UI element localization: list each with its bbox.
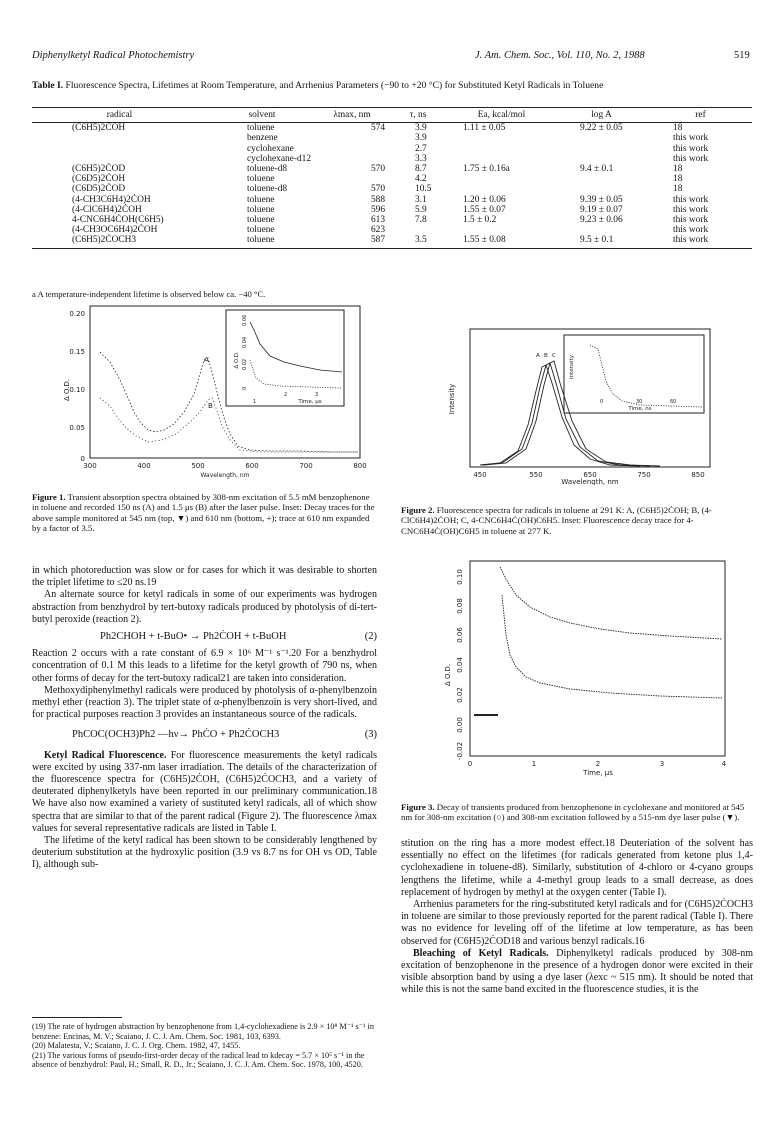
table-cell [554, 154, 649, 164]
table-row [32, 154, 752, 164]
fig1-ylabel: Δ O.D. [63, 378, 71, 402]
fig2-xtick: 450 [473, 471, 487, 479]
table-cell: (C6H5)2ĊOH [72, 123, 126, 134]
table-cell: 9.19 ± 0.07 [580, 204, 623, 215]
fig1-inset-ytick: 0.06 [242, 314, 248, 326]
table-row [32, 144, 752, 154]
table-cell [32, 133, 207, 143]
table-cell: 10.5 [415, 184, 432, 195]
table-cell: 1.55 ± 0.07 [463, 204, 506, 215]
table-cell: 3.3 [415, 153, 427, 164]
table-cell: (4-ClC6H4)2ĊOH [72, 204, 142, 215]
figure-1-caption [32, 492, 377, 534]
fig1-ytick: 0.10 [69, 386, 85, 394]
table-cell: this work [649, 235, 752, 248]
fig3-plot-frame [470, 561, 725, 756]
table-cell: toluene [247, 174, 275, 185]
table-cell: 4.2 [415, 174, 427, 185]
figure-2-caption [401, 505, 753, 536]
table-cell [317, 133, 387, 143]
fig3-ytick: 0.06 [456, 627, 464, 643]
fig1-inset-xtick: 3 [315, 392, 319, 398]
running-header-journal: J. Am. Chem. Soc., Vol. 110, No. 2, 1988 [475, 50, 645, 61]
table-cell: 18 [673, 123, 683, 134]
right-paragraph: stitution on the ring has a more modest effect.18 Deuteriation of the solvent has essentially no effect on the lifetimes (for radicals generated from ketone plus 1,4-cyclohexadiene in toluene-d8). Similarly, substitution of 4-chloro or 4-cyano groups lengthens the lifetime, while a 4-methyl group leads to a small decrease, as does replacement of hydrogen by methyl at the oxygen center (Table I). [401, 838, 753, 898]
equation-2 [100, 631, 377, 643]
fig1-xtick: 400 [137, 462, 151, 470]
table-row [32, 133, 752, 143]
table-cell: (4-CH3C6H4)2ĊOH [72, 194, 151, 205]
table-column-header: λmax, nm [317, 108, 387, 123]
fig1-caption-label: Figure 1. [32, 492, 66, 502]
left-paragraph: An alternate source for ketyl radicals in some of our experiments was hydrogen abstraction from benzhydrol by tert-butoxy radicals produced by photolysis of di-tert-butyl peroxide (reaction 2). [32, 589, 377, 625]
fig2-caption-label: Figure 2. [401, 505, 435, 515]
table-cell: 4-CNC6H4ĊOH(C6H5) [72, 215, 164, 226]
table-cell [449, 133, 554, 143]
table-cell: 7.8 [415, 215, 427, 226]
fig2-inset-ylabel: Intensity [569, 355, 575, 379]
fig3-xtick: 1 [531, 760, 537, 768]
table-cell: 1.11 ± 0.05 [463, 123, 506, 134]
fig2-ylabel: Intensity [448, 383, 456, 415]
table-cell [554, 174, 649, 184]
fig2-curve-label: C [552, 353, 556, 359]
left-paragraph: Methoxydiphenylmethyl radicals were produced by photolysis of α-phenylbenzoin methyl ether (reaction 3). The triplet state of α-phenylbenzoin is very short-lived, and for practical purposes reaction 3 provides an instantaneous source of the radicals. [32, 684, 377, 721]
table-1 [32, 107, 752, 249]
fig1-caption-text: Transient absorption spectra obtained by 308-nm excitation of 5.5 mM benzophenone in toluene and recorded 150 ns (A) and 1.5 μs (B) after the laser pulse. Inset: Decay traces for the above sample monitored at 545 nm (top, ▼) and 610 nm (bottom, +); trace at 610 nm expanded by a factor of 3.5. [32, 492, 375, 534]
footnotes [32, 1022, 377, 1070]
table-cell: this work [673, 225, 709, 236]
table-cell: 623 [370, 225, 385, 236]
table-column-header: ref [649, 108, 752, 123]
table-cell: 1.5 ± 0.2 [463, 215, 497, 226]
table-column-header: τ, ns [387, 108, 449, 123]
table-cell: 1.55 ± 0.08 [449, 235, 554, 248]
table-cell [449, 154, 554, 164]
fig1-xtick: 600 [245, 462, 259, 470]
fig3-xtick: 2 [595, 760, 601, 768]
right-paragraph: Arrhenius parameters for the ring-substituted ketyl radicals and for (C6H5)2ĊOCH3 in toluene are similar to those previously reported for the parent radical (Table I). There was no evidence for leveling off of the lifetime at low temperature, as has been observed for (C6H5)2ĊOD18 and various benzyl radicals.16 [401, 899, 753, 947]
figure-3-caption [401, 802, 753, 823]
fig2-xtick: 550 [529, 471, 543, 479]
table-row [32, 195, 752, 205]
table-cell [387, 225, 449, 235]
page-number: 519 [734, 50, 750, 61]
table-cell: this work [673, 143, 709, 154]
table-cell: 587 [317, 235, 387, 248]
fig3-xlabel: Time, μs [583, 769, 613, 777]
left-column [32, 565, 377, 872]
table-cell: cyclohexane [247, 143, 294, 154]
fig3-ytick: 0.00 [456, 717, 464, 733]
fig1-xtick: 300 [83, 462, 97, 470]
table-cell: toluene [247, 194, 275, 205]
table-cell: (C6H5)2ĊOD [72, 164, 126, 175]
table-caption [32, 80, 752, 91]
table-row [32, 184, 752, 194]
table-row [32, 215, 752, 225]
table-cell [449, 174, 554, 184]
fig1-ytick: 0.05 [69, 424, 85, 432]
table-cell: (C6H5)2ĊOCH3 [32, 235, 207, 248]
fig2-curve-a [480, 365, 643, 466]
fig1-inset-ylabel: Δ O.D. [234, 351, 240, 369]
table-cell: this work [673, 194, 709, 205]
table-cell: 9.22 ± 0.05 [580, 123, 623, 134]
table-row [32, 123, 752, 134]
footnote-21: (21) The various forms of pseudo-first-order decay of the radical lead to kdecay = 5.7 × 10⁵ s⁻¹ in the absence of benzhydrol: Paul, H.; Small, R. D., Jr.; Scaiano, J. C. J. Am. Chem. Soc. 1978, 100, 4520. [32, 1050, 365, 1070]
table-cell: 574 [370, 123, 385, 134]
table-cell [317, 144, 387, 154]
fig3-ytick: 0.10 [456, 569, 464, 585]
fig1-plot-frame [90, 306, 360, 458]
table-cell: 9.5 ± 0.1 [554, 235, 649, 248]
table-cell: 9.23 ± 0.06 [580, 215, 623, 226]
table-cell [449, 144, 554, 154]
fig1-xtick: 800 [353, 462, 367, 470]
table-row [32, 164, 752, 174]
table-cell [449, 225, 554, 235]
left-paragraph: The lifetime of the ketyl radical has been shown to be considerably lengthened by deuterium substitution at the hydroxylic position (3.9 vs 8.7 ns for OH vs OD, Table I), although sub- [32, 835, 377, 871]
fig2-curve-label: A [536, 353, 540, 359]
table-cell: 3.5 [387, 235, 449, 248]
right-paragraph: Diphenylketyl radicals produced by 308-nm excitation of benzophenone in the presence of a hydrogen donor were excited in their visible absorption band by using a dye laser (λexc ~ 515 nm). It should be noted that while this is not the same band excited in the fluorescence studies, it is the [401, 947, 753, 996]
table-cell: 3.9 [415, 123, 427, 134]
fig1-inset-ytick: 0.02 [242, 358, 248, 370]
fig1-xlabel: Wavelength, nm [200, 472, 250, 479]
fig2-inset-xtick: 0 [600, 399, 604, 405]
fig1-xtick: 700 [299, 462, 313, 470]
table-column-header: solvent [207, 108, 317, 123]
figure-3-chart [440, 555, 740, 780]
fig2-caption-text: Fluorescence spectra for radicals in toluene at 291 K: A, (C6H5)2ĊOH; B, (4-ClC6H4)2ĊOH; C, 4-CNC6H4Ċ(OH)C6H5. Inset: Fluorescence decay trace for 4-CNC6H4Ċ(OH)C6H5 in toluene at 277 K. [401, 505, 712, 536]
table-column-header: Ea, kcal/mol [449, 108, 554, 123]
table-cell: 1.20 ± 0.06 [463, 194, 506, 205]
fig2-xtick: 750 [637, 471, 651, 479]
table-footnote: a A temperature-independent lifetime is observed below ca. −40 °C. [32, 289, 266, 299]
fig3-ylabel: Δ O.D. [444, 663, 452, 687]
table-cell [32, 144, 207, 154]
equation-2-text: Ph2CHOH + t-BuO• → Ph2ĊOH + t-BuOH [100, 631, 287, 643]
fig2-xlabel: Wavelength, nm [561, 478, 619, 485]
fig2-inset-frame [564, 335, 704, 413]
fig1-ytick: 0 [80, 455, 85, 463]
table-cell [32, 154, 207, 164]
fig2-plot-frame [470, 329, 710, 467]
fig1-curve-label-b: B [208, 402, 213, 410]
fig1-inset-xlabel: Time, μs [298, 399, 322, 405]
equation-3-number: (3) [364, 729, 377, 741]
table-cell: 596 [370, 204, 385, 215]
fig1-inset-trace-bottom [250, 360, 342, 388]
figure-2-chart [440, 325, 740, 485]
equation-2-number: (2) [364, 631, 377, 643]
table-cell: toluene [247, 123, 275, 134]
table-cell [554, 184, 649, 194]
table-cell: toluene-d8 [247, 184, 288, 195]
fig2-xtick: 850 [691, 471, 705, 479]
figure-1-chart [60, 300, 390, 480]
fig3-caption-label: Figure 3. [401, 802, 435, 812]
fig1-xtick: 500 [191, 462, 205, 470]
table-cell: toluene [247, 215, 275, 226]
fig3-xtick: 3 [659, 760, 665, 768]
fig2-xtick: 650 [583, 471, 597, 479]
table-cell [317, 174, 387, 184]
table-cell: 9.4 ± 0.1 [580, 164, 614, 175]
fig2-inset-xtick: 60 [670, 399, 677, 405]
fig2-curve-b [482, 363, 650, 466]
fig3-xtick: 0 [467, 760, 473, 768]
table-cell: benzene [247, 133, 278, 144]
table-cell: 588 [370, 194, 385, 205]
table-label: Table I. [32, 80, 64, 91]
table-cell: toluene [247, 225, 275, 236]
table-cell: (C6D5)2ĊOD [72, 184, 126, 195]
fig3-series-open [500, 567, 722, 639]
fig3-ytick: -0.02 [456, 741, 464, 761]
equation-3-text: PhCOC(OCH3)Ph2 —hν→ PhĊO + Ph2ĊOCH3 [72, 729, 280, 741]
table-cell: toluene [247, 204, 275, 215]
fig1-curve-label-a: A [204, 356, 209, 364]
fig3-series-filled [502, 595, 722, 698]
table-cell: this work [673, 133, 709, 144]
table-cell: 613 [370, 215, 385, 226]
fig2-inset-decay [590, 345, 702, 407]
footnote-19: (19) The rate of hydrogen abstraction by benzophenone from 1,4-cyclohexadiene is 2.9 × 10⁸ M⁻¹ s⁻¹ in benzene: Encinas, M. V.; Scaiano, J. C. J. Am. Chem. Soc. 1981, 103, 6393. [32, 1022, 374, 1041]
section-heading: Ketyl Radical Fluorescence. [44, 749, 167, 761]
table-cell: 1.75 ± 0.16a [463, 164, 510, 175]
table-cell: 3.9 [415, 133, 427, 144]
table-cell: (4-CH3OC6H4)2ĊOH [72, 225, 158, 236]
table-cell: 9.39 ± 0.05 [580, 194, 623, 205]
fig3-ytick: 0.04 [456, 657, 464, 673]
table-cell: toluene-d8 [247, 164, 288, 175]
table-cell: cyclohexane-d12 [247, 153, 312, 164]
table-row [32, 205, 752, 215]
table-cell: 18 [673, 174, 683, 185]
table-row [32, 235, 752, 248]
table-cell: 5.9 [415, 204, 427, 215]
fig2-curve-label: B [544, 353, 548, 359]
fig1-ytick: 0.20 [69, 310, 85, 318]
left-paragraph: Reaction 2 occurs with a rate constant of 6.9 × 10⁶ M⁻¹ s⁻¹.20 For a benzhydrol concentration of 0.1 M this leads to a lifetime for the ketyl growth of 790 ns, when other forms of decay for the tert-butoxy radical21 are taken into consideration. [32, 648, 377, 684]
table-row [32, 225, 752, 235]
table-cell: toluene [207, 235, 317, 248]
left-paragraph: in which photoreduction was slow or for cases for which it was desirable to shorten the triplet lifetime to ≤20 ns.19 [32, 565, 377, 589]
section-heading: Bleaching of Ketyl Radicals. [413, 947, 549, 959]
table-cell: this work [673, 215, 709, 226]
table-cell: 570 [370, 164, 385, 175]
footnote-20: (20) Malatesta, V.; Scaiano, J. C. J. Org. Chem. 1982, 47, 1455. [32, 1041, 241, 1051]
table-cell: 8.7 [415, 164, 427, 175]
table-cell [554, 144, 649, 154]
table-cell: 18 [673, 164, 683, 175]
right-column [401, 838, 753, 997]
table-cell [449, 184, 554, 194]
table-cell: 2.7 [415, 143, 427, 154]
fig1-inset-xtick: 2 [284, 392, 288, 398]
fig1-inset-trace-top [250, 322, 342, 372]
fig2-inset-xlabel: Time, ns [628, 406, 652, 412]
fig1-inset-xtick: 1 [253, 399, 257, 405]
fig3-ytick: 0.08 [456, 598, 464, 614]
table-cell: this work [673, 204, 709, 215]
left-paragraph: For fluorescence measurements the ketyl radicals were excited by using 337-nm laser irradiation. The details of the characterization of the fluorescence spectra for (C6H5)2ĊOH, (C6H5)2ĊOCH3, and a variety of deuterated diphenylketyls have been reported in our preliminary communication.18 We have also now examined a variety of sustituted ketyl radicals, all of which show spectra that are similar to that of the parent radical (Figure 2). The fluorescence λmax values for several representative radicals are listed in Table I. [32, 749, 377, 834]
fig2-inset-xtick: 30 [636, 399, 643, 405]
fig3-caption-text: Decay of transients produced from benzophenone in cyclohexane and monitored at 545 nm for 308-nm excitation (○) and 308-nm excitation followed by a 515-nm dye laser pulse (▼). [401, 802, 745, 823]
table-row [32, 174, 752, 184]
fig1-inset-ytick: 0 [242, 386, 248, 390]
table-header-row [32, 108, 752, 123]
table-column-header: log A [554, 108, 649, 123]
table-cell: 3.1 [415, 194, 427, 205]
table-cell [554, 133, 649, 143]
table-cell [554, 225, 649, 235]
fig3-ytick: 0.02 [456, 687, 464, 703]
fig1-inset-ytick: 0.04 [242, 336, 248, 348]
footnote-rule [32, 1017, 122, 1018]
running-header-title: Diphenylketyl Radical Photochemistry [32, 50, 195, 61]
table-cell: 570 [370, 184, 385, 195]
fig3-xtick: 4 [721, 760, 727, 768]
fig1-ytick: 0.15 [69, 348, 85, 356]
table-cell: this work [673, 153, 709, 164]
table-cell: 18 [673, 184, 683, 195]
table-caption-text: Fluorescence Spectra, Lifetimes at Room Temperature, and Arrhenius Parameters (−90 to +20 °C) for Substituted Ketyl Radicals in Toluene [65, 80, 604, 91]
table-cell: (C6D5)2ĊOH [72, 174, 126, 185]
table-column-header: radical [32, 108, 207, 123]
table-cell [317, 154, 387, 164]
equation-3 [72, 729, 377, 741]
